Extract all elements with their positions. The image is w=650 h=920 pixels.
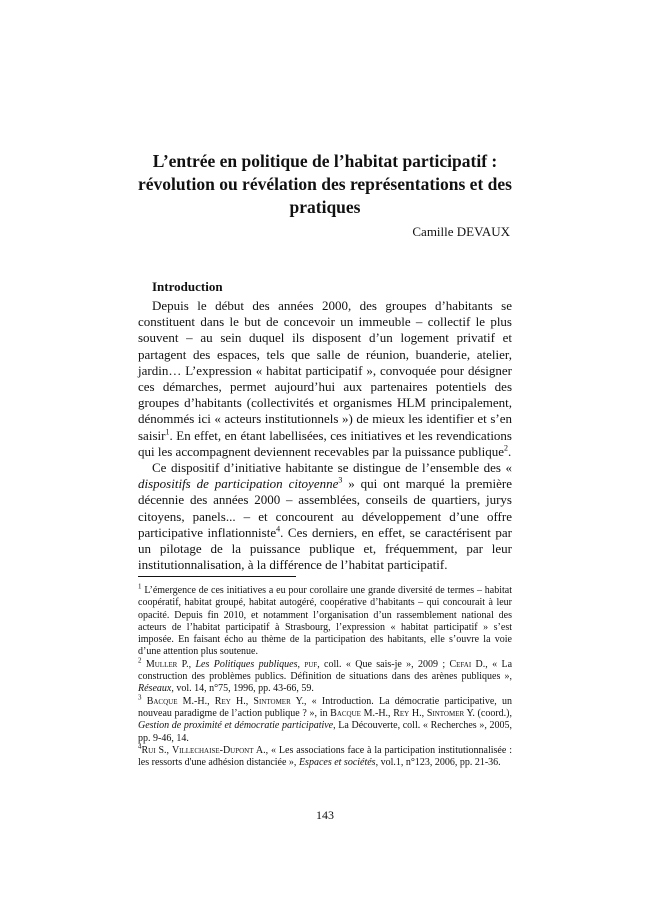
footnote-3-text-b: H., [230, 695, 254, 707]
footnote-3-author-1: Bacque [146, 695, 178, 707]
footnote-3-text-d: M.-H., [360, 707, 394, 719]
title-line-2: révolution ou révélation des représentations et des [138, 174, 512, 194]
footnote-4-text-b: A., « Les associations face à la participation institutionnalisée : les ressorts d'une adhésion distanciée », [138, 744, 513, 769]
title-line-1: L’entrée en politique de l’habitat participatif : [152, 151, 498, 171]
footnote-3-text-e: H., [409, 707, 427, 719]
footnote-2-author-2: Cefai [449, 658, 472, 670]
paragraph-2-text-a: Ce dispositif d’initiative habitante se distingue de l’ensemble des « [152, 460, 512, 476]
footnote-3-author-5: Rey [393, 707, 410, 719]
body-text [138, 298, 512, 573]
footnote-3 [138, 693, 512, 745]
footnote-2-author-1: Muller [145, 658, 178, 670]
footnote-4-author-1: Rui [141, 744, 156, 756]
footnote-2-text-c: , coll. « Que sais-je », 2009 ; [317, 658, 450, 670]
footnote-1-text: L’émergence de ces initiatives a eu pour corollaire une grande diversité de termes – habitat coopératif, habitat groupé, habitat autogéré, coopérative d’habitants – qui concourait à leur opacité. Depuis fin 2010, et notamment l’organisation d’un rassemblement national des acteurs de l’habitat participatif à Strasbourg, l’expression « habitat participatif » s’est imposée. En faisant écho au thème de la participation des habitants, elle s’ouvre la voie d’une attention plus soutenue. [138, 585, 512, 658]
footnote-3-number: 3 [138, 693, 142, 702]
footnote-2 [138, 656, 513, 696]
footnote-1 [138, 582, 512, 659]
footnote-2-text-d: D., « La construction des problèmes publics. Définition de situations dans des arènes publiques », [138, 658, 513, 683]
footnote-2-publisher: puf [304, 658, 318, 670]
footnote-separator [138, 576, 296, 577]
paragraph-2-text-c: . Ces derniers, en effet, se caractérisent par un pilotage de la puissance publique et, fréquemment, par leur institutionnalisation, à la différence de l’habitat participatif. [138, 524, 512, 573]
paragraph-2-italic: dispositifs de participation citoyenne [138, 476, 339, 492]
footnote-ref-2[interactable]: 2 [504, 443, 509, 453]
footnote-3-author-4: Bacque [330, 707, 361, 719]
footnote-4-author-2: Villechaise-Dupont [171, 744, 254, 756]
footnote-3-book-title: Gestion de proximité et démocratie participative [138, 720, 334, 732]
footnote-2-number: 2 [138, 656, 142, 665]
footnote-3-text-g: , La Découverte, coll. « Recherches », 2005, pp. 9-46, 14. [138, 720, 512, 744]
footnote-2-journal: Réseaux [138, 683, 172, 695]
paragraph-1-text-c: . En effet, en étant labellisées, ces initiatives et les revendications qui les accompagnent deviennent recevables par la puissance publique [138, 427, 512, 459]
footnote-3-author-6: Sintomer [426, 707, 465, 719]
footnote-1-number: 1 [138, 582, 142, 591]
footnotes [138, 582, 513, 769]
author-name: Camille DEVAUX [412, 224, 510, 239]
footnote-ref-3[interactable]: 3 [338, 475, 343, 485]
footnote-3-text-c: Y., « Introduction. La démocratie participative, un nouveau paradigme de l’action publique ? », in [138, 695, 512, 719]
footnote-3-author-2: Rey [214, 695, 231, 707]
footnote-2-text-e: , vol. 14, n°75, 1996, pp. 43-66, 59. [171, 683, 314, 695]
footnote-4-number: 4 [138, 742, 142, 751]
footnote-3-text-f: Y. (coord.), [464, 707, 512, 719]
footnote-ref-4[interactable]: 4 [276, 524, 281, 534]
paragraph-1 [138, 298, 512, 460]
hlm-abbreviation: HLM [396, 395, 426, 411]
title-line-3: pratiques [289, 197, 361, 217]
footnote-4-journal: Espaces et sociétés [298, 757, 376, 769]
footnote-2-book-title: Les Politiques publiques [195, 658, 298, 670]
page-number: 143 [316, 808, 334, 822]
paragraph-1-text-d: . [508, 443, 512, 459]
paragraph-1-text-a: Depuis le début des années 2000, des groupes d’habitants se constituent dans le but de concevoir un immeuble – collectif le plus souvent – au sein duquel ils disposent d’un logement privatif et partagent des espaces, tels que salle de réunion, buanderie, atelier, jardin… L’expression « habitat participatif », convoquée pour désigner ces démarches, permet aujourd’hui aux partenaires potentiels des groupes d’habitants (collectivités et organismes [138, 298, 512, 411]
footnote-2-text-a: P., [177, 658, 196, 670]
footnote-4-text-a: S., [155, 744, 172, 756]
section-heading: Introduction [152, 279, 223, 294]
footnote-2-text-b: , [297, 658, 305, 670]
footnote-3-author-3: Sintomer [253, 695, 291, 707]
footnote-4-text-c: , vol.1, n°123, 2006, pp. 21-36. [375, 757, 501, 769]
paragraph-2 [138, 460, 512, 573]
article-title [120, 150, 530, 219]
paragraph-2-text-b: » qui ont marqué la première décennie des années 2000 – assemblées, conseils de quartiers, jurys citoyens, panels... – et concourent au développement d’une offre participative inflationniste [138, 476, 512, 540]
paragraph-1-text-b: principalement, dénommés ici « acteurs institutionnels ») de mieux les identifier et s’en saisir [138, 395, 513, 443]
footnote-3-text-a: M.-H., [177, 695, 215, 707]
footnote-ref-1[interactable]: 1 [165, 427, 170, 437]
footnote-4 [138, 742, 513, 770]
